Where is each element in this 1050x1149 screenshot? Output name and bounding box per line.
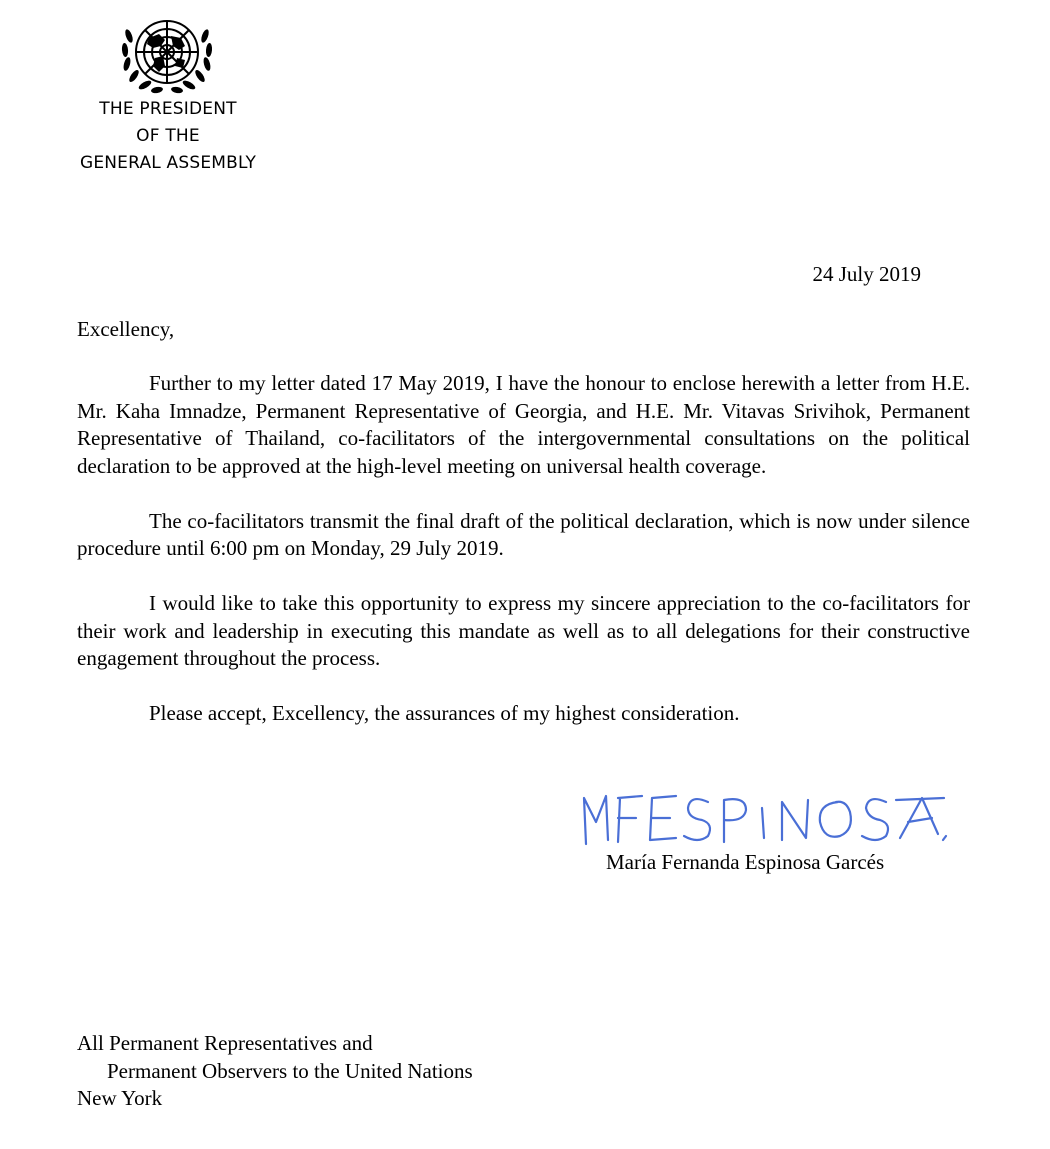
paragraph-4: Please accept, Excellency, the assurances of my highest consideration. [149,701,740,725]
office-line-3: GENERAL ASSEMBLY [79,153,257,173]
paragraph-1: Further to my letter dated 17 May 2019, I have the honour to enclose herewith a letter from H.E. Mr. Kaha Imnadze, Permanent Representative of Georgia, and H.E. Mr. Vitavas Srivihok, Permanent Representative of Thailand, co-facilitators of the intergovernmental consultations on the political declaration to be approved at the high-level meeting on universal health coverage. [77,371,970,478]
office-title [70,96,266,177]
handwritten-signature [578,788,950,850]
letter-body [77,370,970,755]
office-line-1: THE PRESIDENT [99,99,237,119]
signer-name: María Fernanda Espinosa Garcés [606,850,885,874]
office-line-2: OF THE [136,126,200,146]
addressee-block [77,1030,473,1113]
letter-date: 24 July 2019 [812,262,921,286]
addressee-line-3: New York [77,1086,163,1110]
addressee-line-1: All Permanent Representatives and [77,1031,373,1055]
salutation: Excellency, [77,317,175,341]
un-emblem-icon [119,14,215,94]
paragraph-2: The co-facilitators transmit the final draft of the political declaration, which is now under silence procedure until 6:00 pm on Monday, 29 July 2019. [77,508,970,560]
paragraph-3: I would like to take this opportunity to express my sincere appreciation to the co-facilitators for their work and leadership in executing this mandate as well as to all delegations for their constructive engagement throughout the process. [77,591,970,670]
addressee-line-2: Permanent Observers to the United Nations [107,1058,473,1083]
